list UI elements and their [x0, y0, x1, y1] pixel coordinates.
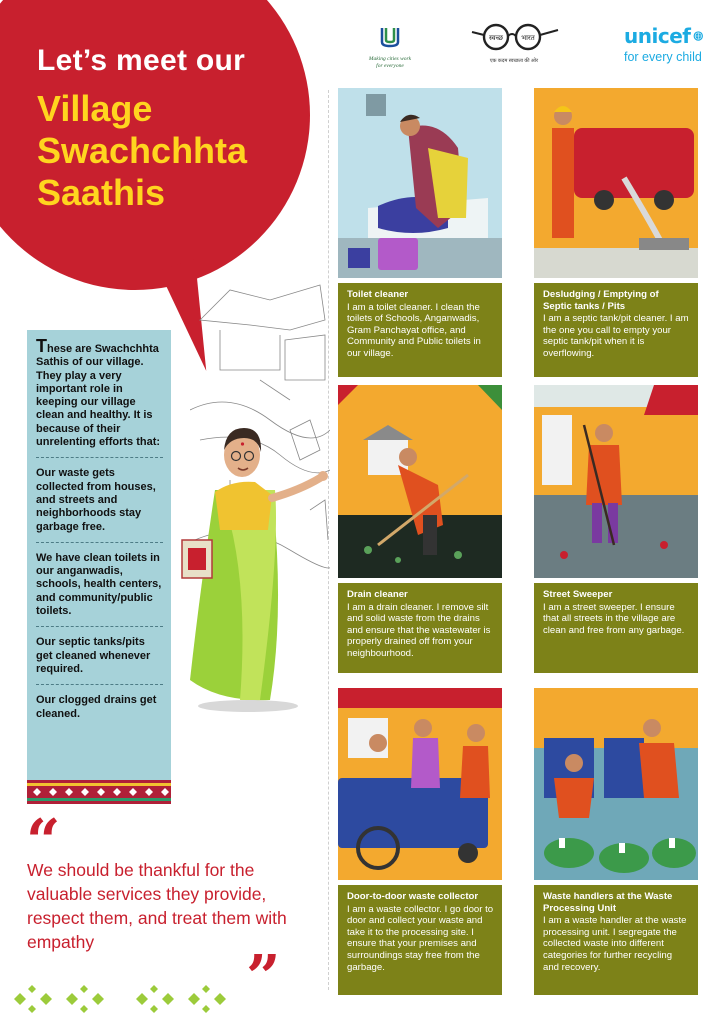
page-title: Village Swachchhta Saathis — [37, 88, 248, 213]
decorative-border-pattern — [27, 780, 171, 804]
card-desludging — [534, 88, 698, 377]
info-divider — [36, 626, 163, 627]
card-caption — [534, 583, 698, 673]
street-sweeper-illustration — [534, 385, 698, 578]
card-caption — [338, 583, 502, 673]
title-line1: Let’s meet our — [37, 44, 246, 77]
swachh-bharat-logo — [466, 22, 562, 64]
info-divider — [36, 542, 163, 543]
unicef-globe-icon — [693, 27, 704, 45]
card-caption — [338, 283, 502, 377]
card-body: I am a septic tank/pit cleaner. I am the one you call to empty your septic tank/pit when it is overflowing. — [543, 313, 689, 359]
spectacles-icon — [468, 22, 560, 52]
card-title: Waste handlers at the Waste Processing Unit — [543, 891, 673, 914]
unicef-name: unicef — [624, 24, 691, 48]
quote-close-mark: ” — [246, 943, 281, 1013]
card-body: I am a toilet cleaner. I clean the toilets of Schools, Anganwadis, Gram Panchayat office, and Community and Public toilets in our village. — [347, 301, 481, 359]
desludging-illustration — [534, 88, 698, 278]
info-point: Our clogged drains get cleaned. — [36, 694, 157, 720]
card-body: I am a waste handler at the waste processing unit. I segregate the collected waste into different categories for further recycling and recovery. — [543, 915, 687, 973]
unicef-logo — [624, 24, 704, 64]
sbm-left-text: स्वच्छ — [488, 34, 504, 42]
info-intro-text: hese are Swachchhta Sathis of our village. They play a very important role in keeping our village clean and healthy. It is because of their unrelenting efforts that: — [36, 343, 161, 449]
card-caption — [534, 885, 698, 995]
sbm-tagline: एक कदम स्वच्छता की ओर — [489, 58, 539, 64]
card-title: Toilet cleaner — [347, 289, 409, 300]
waste-handlers-illustration — [534, 688, 698, 880]
card-drain-cleaner — [338, 385, 502, 673]
sbm-right-text: भारत — [521, 34, 535, 42]
card-title: Street Sweeper — [543, 589, 613, 600]
card-title: Drain cleaner — [347, 589, 408, 600]
card-title: Door-to-door waste collector — [347, 891, 479, 902]
card-body: I am a drain cleaner. I remove silt and solid waste from the drains and ensure that the wastewater is properly drained off from your neighbourhood. — [347, 601, 491, 659]
niua-logo — [350, 26, 430, 70]
card-caption — [338, 885, 502, 995]
decorative-diamond-pattern — [6, 982, 326, 1016]
card-body: I am a street sweeper. I ensure that all streets in the village are clean and free from any garbage. — [543, 601, 685, 636]
niua-tagline-1: Making cities work — [368, 56, 412, 62]
card-title: Desludging / Emptying of Septic tanks / Pits — [543, 289, 659, 312]
info-intro-dropcap: T — [36, 336, 47, 356]
info-point: We have clean toilets in our anganwadis, schools, health centers, and community/public toilets. — [36, 551, 162, 618]
card-caption — [534, 283, 698, 377]
drain-cleaner-illustration — [338, 385, 502, 578]
info-panel — [27, 330, 171, 804]
info-divider — [36, 684, 163, 685]
niua-logo-icon — [378, 26, 402, 48]
unicef-tagline: for every child — [624, 50, 702, 64]
card-waste-handlers — [534, 688, 698, 995]
card-body: I am a waste collector. I go door to door and collect your waste and take it to the processing site. I ensure that your premises and surroundings stay free from the garbage. — [347, 903, 494, 973]
niua-tagline-2: for everyone — [376, 63, 404, 69]
info-point: Our waste gets collected from houses, and streets and neighborhoods stay garbage free. — [36, 467, 156, 533]
info-intro — [36, 336, 163, 449]
quote-open-mark: “ — [26, 807, 61, 877]
card-toilet-cleaner — [338, 88, 502, 377]
toilet-cleaner-illustration — [338, 88, 502, 278]
swachhta-saathi-woman-illustration — [160, 410, 335, 715]
quote-text: We should be thankful for the valuable services they provide, respect them, and treat them with empathy — [27, 860, 287, 952]
card-door-to-door-waste-collector — [338, 688, 502, 995]
waste-collector-illustration — [338, 688, 502, 880]
info-divider — [36, 457, 163, 458]
info-point: Our septic tanks/pits get cleaned whenever required. — [36, 636, 151, 675]
card-street-sweeper — [534, 385, 698, 673]
